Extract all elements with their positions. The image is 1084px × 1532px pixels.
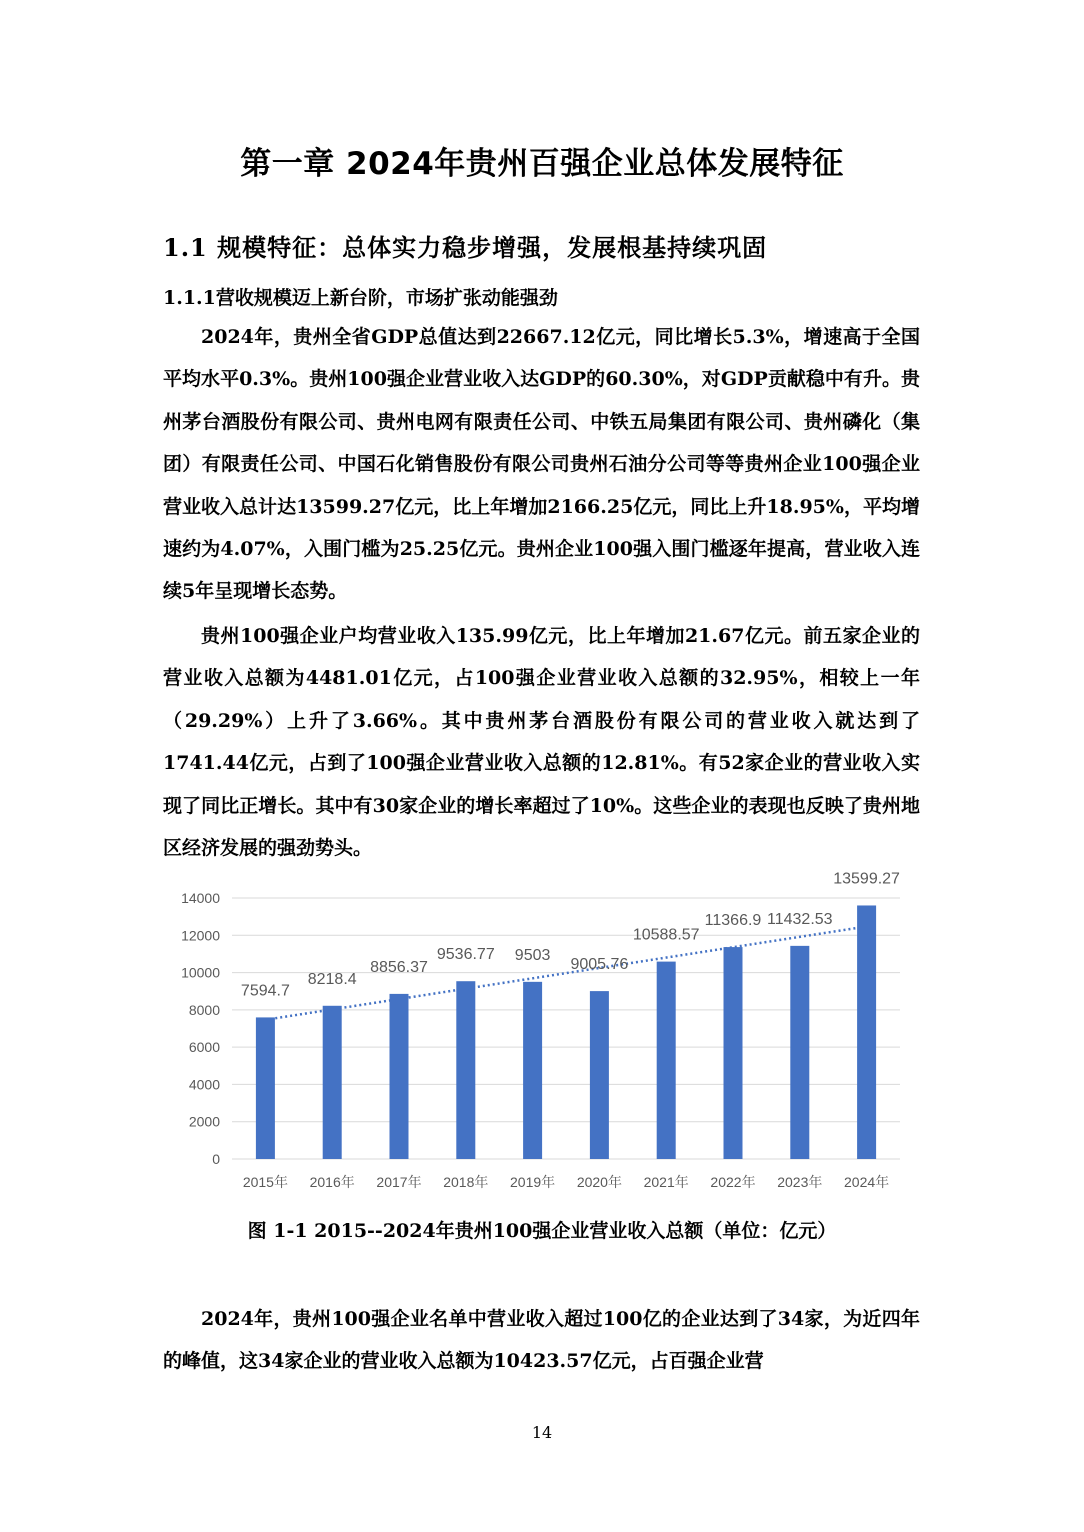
x-tick-label: 2020年 — [576, 1174, 622, 1190]
data-label: 9536.77 — [436, 946, 495, 964]
paragraph-average-revenue: 贵州100强企业户均营业收入135.99亿元，比上年增加21.67亿元。前五家企业的营业收入总额为4481.01亿元，占100强企业营业收入总额的32.95%，相较上一年（29.29%）上升了3.66%。其中贵州茅台酒股份有限公司的营业收入就达到了1741.44亿元，占到了100强企业营业收入总额的12.81%。有52家企业的营业收入实现了同比正增长。其中有30家企业的增长率超过了10%。这些企业的表现也反映了贵州地区经济发展的强劲势头。 — [163, 625, 920, 860]
x-tick-label: 2017年 — [376, 1174, 422, 1190]
data-label: 10588.57 — [632, 926, 700, 944]
data-label: 9005.76 — [570, 956, 629, 974]
data-label: 13599.27 — [833, 870, 900, 888]
bar — [724, 947, 743, 1159]
x-tick-label: 2024年 — [844, 1174, 890, 1190]
section-title: 1.1 规模特征：总体实力稳步增强，发展根基持续巩固 — [163, 233, 768, 262]
paragraph-gdp-overview: 2024年，贵州全省GDP总值达到22667.12亿元，同比增长5.3%，增速高于全国平均水平0.3%。贵州100强企业营业收入达GDP的60.30%，对GDP贡献稳中有升。贵州茅台酒股份有限公司、贵州电网有限责任公司、中铁五局集团有限公司、贵州磷化（集团）有限责任公司、中国石化销售股份有限公司贵州石油分公司等等贵州企业100强企业营业收入总计达13599.27亿元，比上年增加2166.25亿元，同比上升18.95%，平均增速约为4.07%，入围门槛为25.25亿元。贵州企业100强入围门槛逐年提高，营业收入连续5年呈现增长态势。 — [163, 326, 920, 603]
bar — [657, 962, 676, 1159]
bar — [857, 905, 876, 1159]
x-tick-label: 2018年 — [443, 1174, 489, 1190]
x-tick-label: 2019年 — [510, 1174, 556, 1190]
y-tick-label: 0 — [212, 1151, 220, 1167]
y-tick-label: 8000 — [188, 1001, 220, 1018]
y-tick-label: 12000 — [181, 927, 220, 944]
bar — [456, 981, 475, 1159]
chapter-title: 第一章 2024年贵州百强企业总体发展特征 — [240, 146, 844, 182]
data-label: 7594.7 — [240, 982, 290, 1000]
y-tick-label: 2000 — [188, 1113, 220, 1130]
subsection-title: 1.1.1营收规模迈上新台阶，市场扩张动能强劲 — [163, 287, 558, 309]
y-tick-label: 14000 — [181, 890, 220, 906]
paragraph-top34: 2024年，贵州100强企业名单中营业收入超过100亿的企业达到了34家，为近四年的峰值，这34家企业的营业收入总额为10423.57亿元，占百强企业营 — [163, 1308, 920, 1373]
bar — [256, 1017, 275, 1159]
data-label: 8856.37 — [370, 958, 428, 976]
y-tick-label: 6000 — [188, 1039, 220, 1056]
x-tick-label: 2023年 — [777, 1174, 823, 1190]
y-tick-label: 10000 — [181, 964, 220, 981]
x-tick-label: 2015年 — [242, 1174, 288, 1190]
bar — [790, 946, 809, 1159]
data-label: 11432.53 — [767, 910, 833, 928]
data-label: 9503 — [514, 946, 551, 964]
x-tick-label: 2021年 — [643, 1174, 689, 1190]
x-tick-label: 2022年 — [710, 1174, 756, 1190]
bar — [390, 994, 409, 1159]
bar — [590, 991, 609, 1159]
data-label: 11366.9 — [704, 912, 762, 930]
revenue-bar-chart — [160, 866, 920, 1202]
page-number: 14 — [531, 1423, 553, 1442]
figure-caption: 图 1-1 2015--2024年贵州100强企业营业收入总额（单位：亿元） — [247, 1220, 837, 1242]
data-label: 8218.4 — [307, 970, 357, 988]
bar — [323, 1006, 342, 1159]
bar — [523, 982, 542, 1159]
x-tick-label: 2016年 — [309, 1174, 355, 1190]
y-tick-label: 4000 — [188, 1076, 220, 1093]
